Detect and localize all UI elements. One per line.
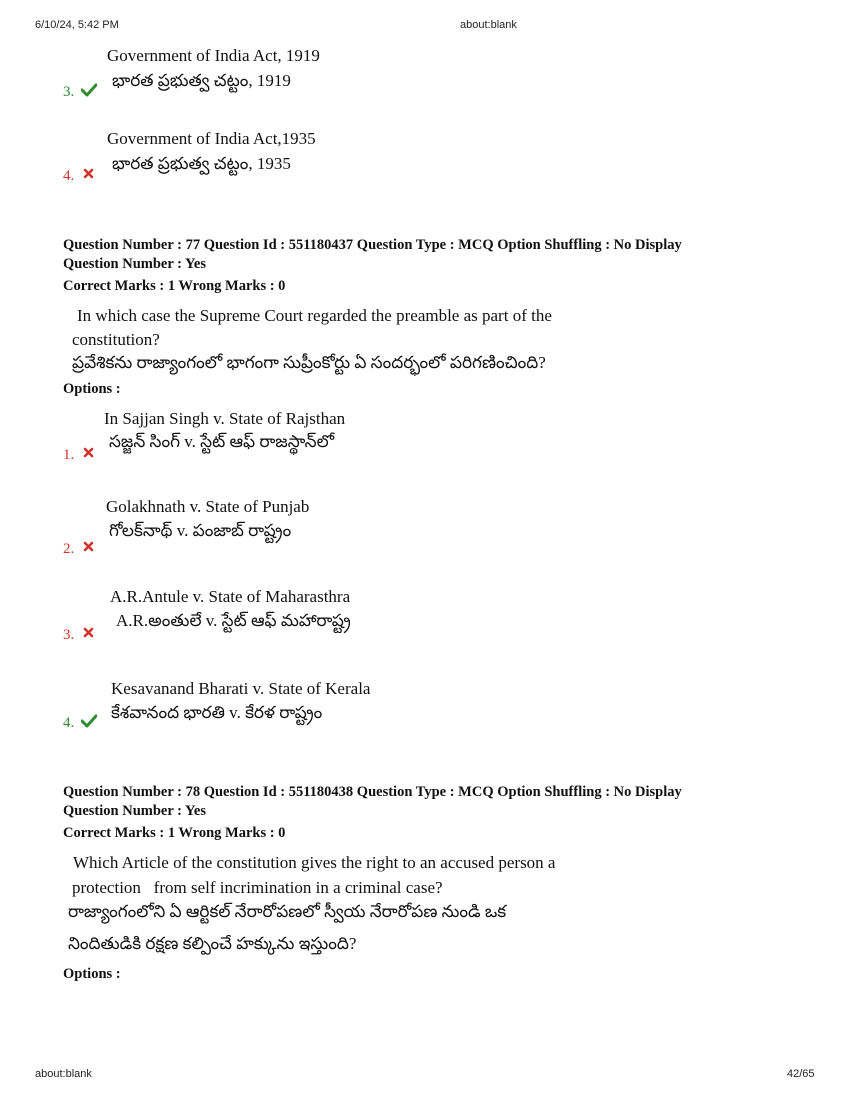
option-text-te: గోలక్‌నాథ్ v. పంజాబ్ రాష్ట్రం — [109, 521, 292, 540]
question-text-en-cont: protection from self incrimination in a criminal case? — [72, 878, 443, 897]
option-text-en: Golakhnath v. State of Punjab — [106, 497, 310, 516]
option-text-en: A.R.Antule v. State of Maharasthra — [110, 587, 351, 606]
question-text-en-cont: constitution? — [72, 330, 160, 349]
question-meta-cont: Question Number : Yes — [63, 256, 206, 272]
option-number: 3. — [63, 84, 75, 100]
option-number: 4. — [63, 715, 75, 731]
cross-icon — [83, 447, 94, 458]
check-icon — [81, 83, 97, 97]
options-label: Options : — [63, 966, 121, 982]
option-number: 1. — [63, 447, 75, 463]
question-text-te: ప్రవేశికను రాజ్యాంగంలో భాగంగా సుప్రీంకోర్టు ఏ సందర్భంలో పరిగణించింది? — [72, 353, 546, 372]
question-text-en: Which Article of the constitution gives the right to an accused person a — [73, 853, 556, 872]
print-page-number: 42/65 — [787, 1068, 815, 1080]
option-number: 2. — [63, 541, 75, 557]
question-meta-cont: Question Number : Yes — [63, 803, 206, 819]
cross-icon — [83, 541, 94, 552]
options-label: Options : — [63, 381, 121, 397]
question-text-te: రాజ్యాంగంలోని ఏ ఆర్టికల్ నేరారోపణలో స్వీయ నేరారోపణ నుండి ఒక — [68, 902, 507, 921]
cross-icon — [83, 168, 94, 179]
option-text-en: Kesavanand Bharati v. State of Kerala — [111, 679, 371, 698]
option-text-en: In Sajjan Singh v. State of Rajsthan — [104, 409, 346, 428]
question-text-te-cont: నిందితుడికి రక్షణ కల్పించే హక్కును ఇస్తుంది? — [68, 934, 357, 953]
question-marks: Correct Marks : 1 Wrong Marks : 0 — [63, 278, 286, 294]
question-marks: Correct Marks : 1 Wrong Marks : 0 — [63, 825, 286, 841]
option-text-te: భారత ప్రభుత్వ చట్టం, 1935 — [112, 154, 291, 173]
question-text-en: In which case the Supreme Court regarded the preamble as part of the — [77, 306, 552, 325]
option-text-en: Government of India Act, 1919 — [107, 46, 320, 65]
check-icon — [81, 714, 97, 728]
print-footer-url: about:blank — [35, 1068, 92, 1080]
option-text-te: కేశవానంద భారతి v. కేరళ రాష్ట్రం — [111, 703, 323, 722]
option-text-en: Government of India Act,1935 — [107, 129, 316, 148]
question-meta: Question Number : 77 Question Id : 551180437 Question Type : MCQ Option Shuffling : No Display — [63, 237, 682, 253]
option-text-te: భారత ప్రభుత్వ చట్టం, 1919 — [112, 71, 291, 90]
print-title: about:blank — [460, 19, 517, 31]
question-meta: Question Number : 78 Question Id : 551180438 Question Type : MCQ Option Shuffling : No Display — [63, 784, 682, 800]
option-number: 3. — [63, 627, 75, 643]
print-datetime: 6/10/24, 5:42 PM — [35, 19, 119, 31]
option-text-te: సజ్జన్ సింగ్ v. స్టేట్ ఆఫ్ రాజస్థాన్‌లో — [109, 432, 335, 451]
cross-icon — [83, 627, 94, 638]
option-number: 4. — [63, 168, 75, 184]
option-text-te: A.R.అంతులే v. స్టేట్ ఆఫ్ మహారాష్ట్ర — [116, 611, 351, 630]
